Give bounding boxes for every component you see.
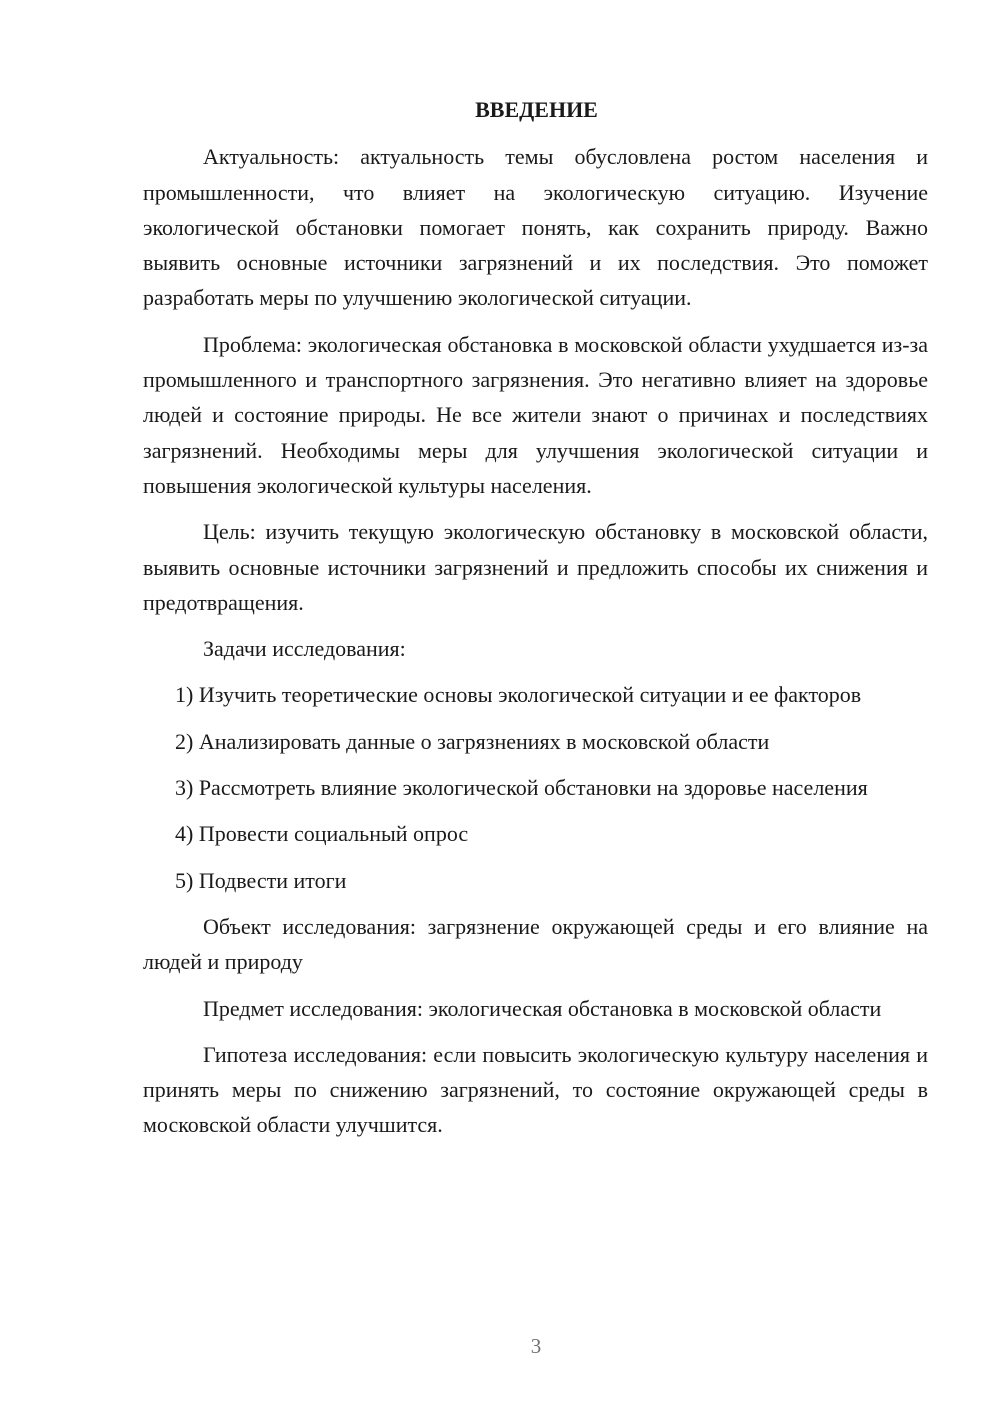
- paragraph-goal: Цель: изучить текущую экологическую обстановку в московской области, выявить основные источники загрязнений и предложить способы их снижения и предотвращения.: [143, 519, 928, 615]
- paragraph-problem: Проблема: экологическая обстановка в московской области ухудшается из-за промышленного и транспортного загрязнения. Это негативно влияет на здоровье людей и состояние природы. Не все жители знают о причинах и последствиях загрязнений. Необходимы меры для улучшения экологической ситуации и повышения экологической культуры населения.: [143, 331, 928, 498]
- paragraph-object: Объект исследования: загрязнение окружающей среды и его влияние на людей и природу: [143, 913, 928, 975]
- task-item-2: 2) Анализировать данные о загрязнениях в московской области: [175, 728, 770, 754]
- page-content: [143, 92, 928, 1154]
- paragraph-tasks-title: Задачи исследования:: [203, 636, 406, 662]
- paragraph-subject: Предмет исследования: экологическая обстановка в московской области: [203, 995, 882, 1021]
- task-item-4: 4) Провести социальный опрос: [175, 821, 469, 847]
- task-item-1: 1) Изучить теоретические основы экологической ситуации и ее факторов: [175, 682, 862, 708]
- page-heading: ВВЕДЕНИЕ: [475, 97, 598, 122]
- task-item-5: 5) Подвести итоги: [175, 867, 347, 893]
- paragraph-relevance: Актуальность: актуальность темы обусловлена ростом населения и промышленности, что влияет на экологическую ситуацию. Изучение экологической обстановки помогает понять, как сохранить природу. Важно выявить основные источники загрязнений и их последствия. Это поможет разработать меры по улучшению экологической ситуации.: [143, 144, 928, 311]
- page-number: 3: [530, 1334, 542, 1358]
- paragraph-hypothesis: Гипотеза исследования: если повысить экологическую культуру населения и принять меры по снижению загрязнений, то состояние окружающей среды в московской области улучшится.: [143, 1041, 928, 1138]
- task-item-3: 3) Рассмотреть влияние экологической обстановки на здоровье населения: [175, 775, 868, 801]
